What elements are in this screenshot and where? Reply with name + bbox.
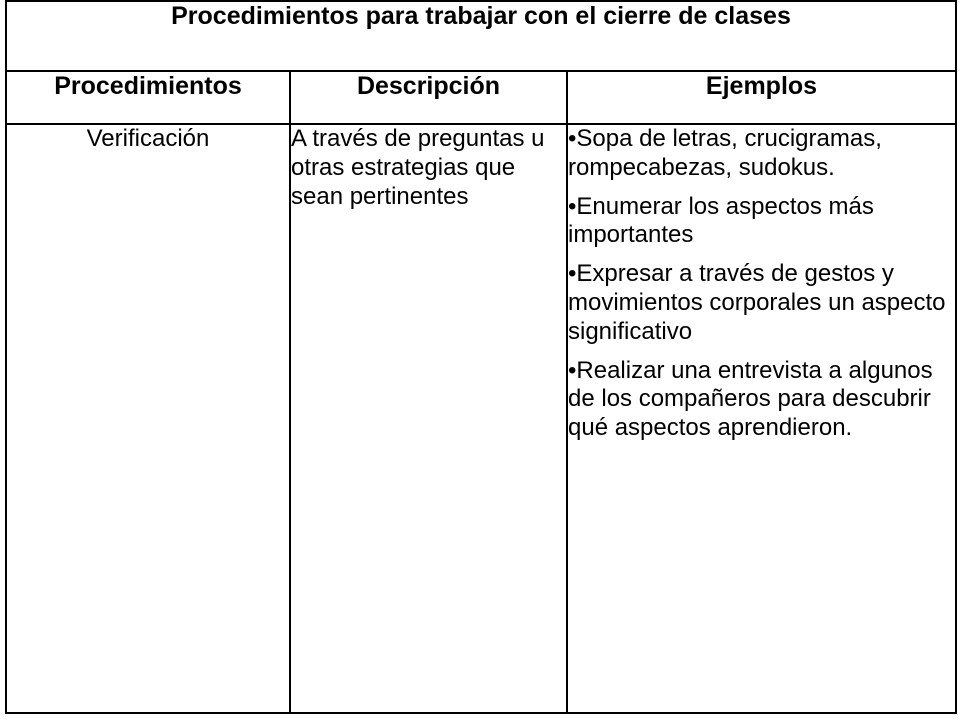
- table-row: [6, 124, 956, 713]
- header-procedimientos: Procedimientos: [6, 71, 290, 124]
- ejemplos-cell: [567, 124, 956, 713]
- header-ejemplos: Ejemplos: [567, 71, 956, 124]
- title-row: [6, 1, 956, 71]
- list-item: • Enumerar los aspectos más importantes: [568, 193, 955, 251]
- list-item: • Expresar a través de gestos y movimientos corporales un aspecto significativo: [568, 260, 955, 346]
- table-title: Procedimientos para trabajar con el cierre de clases: [6, 1, 956, 71]
- procedimiento-cell: Verificación: [6, 124, 290, 713]
- header-descripcion: Descripción: [290, 71, 567, 124]
- examples-list: [568, 125, 955, 443]
- header-row: [6, 71, 956, 124]
- list-item: • Sopa de letras, crucigramas, rompecabezas, sudokus.: [568, 125, 955, 183]
- descripcion-cell: A través de preguntas u otras estrategias que sean pertinentes: [290, 124, 567, 713]
- procedures-table: [5, 0, 957, 714]
- list-item: • Realizar una entrevista a algunos de los compañeros para descubrir qué aspectos aprendieron.: [568, 357, 955, 443]
